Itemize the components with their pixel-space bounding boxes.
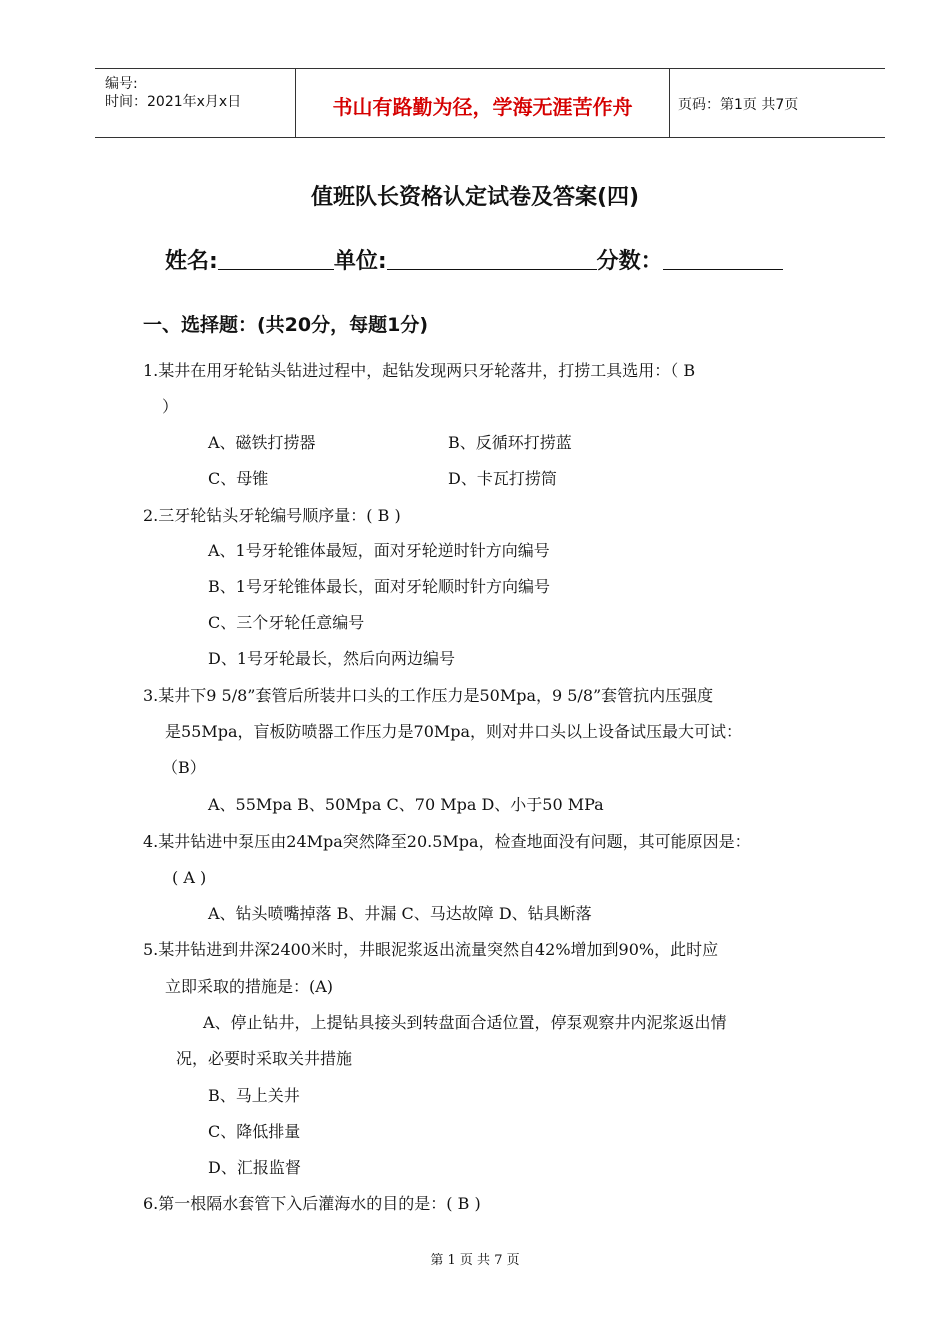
header-left-cell: [95, 69, 296, 137]
question-6: 6.第一根隔水套管下入后灌海水的目的是：( B ): [143, 1194, 481, 1213]
page-footer: 第 1 页 共 7 页: [430, 1253, 520, 1268]
option-5d: D、汇报监督: [208, 1158, 301, 1177]
option-2b: B、1号牙轮锥体最长，面对牙轮顺时针方向编号: [208, 577, 550, 596]
header-table: [95, 68, 885, 138]
option-2a: A、1号牙轮锥体最短，面对牙轮逆时针方向编号: [208, 541, 550, 560]
question-5-cont: 立即采取的措施是：(A): [165, 977, 334, 996]
page-title: 值班队长资格认定试卷及答案(四): [310, 185, 640, 210]
time-label: 时间：2021年x月x日: [105, 94, 242, 110]
option-1b: B、反循环打捞蓝: [448, 433, 572, 452]
question-3-cont: 是55Mpa，盲板防喷器工作压力是70Mpa，则对井口头以上设备试压最大可试：: [165, 722, 743, 741]
motto: 书山有路勤为径，学海无涯苦作舟: [332, 95, 633, 119]
question-1: 1.某井在用牙轮钻头钻进过程中，起钻发现两只牙轮落井，打捞工具选用：（ B: [143, 361, 696, 380]
option-1c: C、母锥: [208, 469, 269, 488]
question-4: 4.某井钻进中泵压由24Mpa突然降至20.5Mpa，检查地面没有问题，其可能原因是：: [143, 832, 751, 851]
unit-label: 单位:: [333, 249, 387, 274]
info-line: [165, 244, 783, 275]
score-blank: [663, 247, 783, 270]
question-4-answer: ( A ): [172, 868, 207, 887]
unit-blank: [387, 247, 597, 270]
header-right-cell: [670, 69, 885, 137]
options-3: A、55Mpa B、50Mpa C、70 Mpa D、小于50 MPa: [208, 795, 604, 814]
header-motto-cell: [296, 69, 670, 137]
option-1d: D、卡瓦打捞筒: [448, 469, 557, 488]
section-heading: 一、选择题：(共20分，每题1分): [143, 314, 429, 336]
question-2: 2.三牙轮钻头牙轮编号顺序量：( B ): [143, 506, 401, 525]
option-5a: A、停止钻井，上提钻具接头到转盘面合适位置，停泵观察井内泥浆返出情: [203, 1013, 727, 1032]
name-blank: [218, 247, 334, 270]
option-5b: B、马上关井: [208, 1086, 300, 1105]
option-2d: D、1号牙轮最长，然后向两边编号: [208, 649, 456, 668]
score-label: 分数：: [596, 249, 663, 274]
page-label: 页码：第1页 共7页: [678, 97, 799, 113]
code-label: 编号:: [105, 76, 138, 92]
options-4: A、钻头喷嘴掉落 B、井漏 C、马达故障 D、钻具断落: [208, 904, 592, 923]
name-label: 姓名:: [165, 249, 218, 274]
option-5c: C、降低排量: [208, 1122, 301, 1141]
option-5a-cont: 况，必要时采取关井措施: [176, 1049, 353, 1068]
question-5: 5.某井钻进到井深2400米时，井眼泥浆返出流量突然自42%增加到90%，此时应: [143, 940, 719, 959]
question-3: 3.某井下9 5/8”套管后所装井口头的工作压力是50Mpa，9 5/8”套管抗内压强度: [143, 686, 714, 705]
question-1-cont: ）: [162, 397, 179, 416]
option-1a: A、磁铁打捞器: [208, 433, 316, 452]
question-3-answer: （B）: [162, 758, 206, 777]
option-2c: C、三个牙轮任意编号: [208, 613, 365, 632]
